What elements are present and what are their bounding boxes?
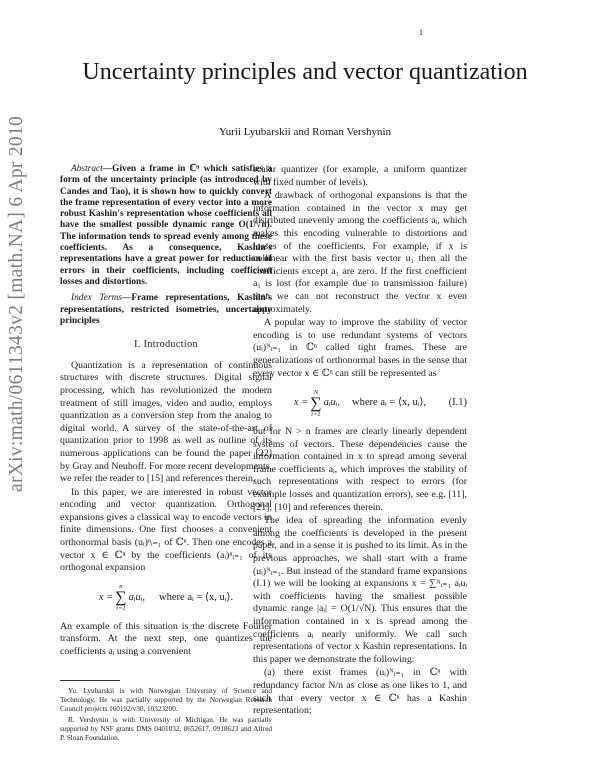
section-heading: I. Introduction bbox=[134, 339, 198, 351]
sum-symbol: n ∑ i=1 bbox=[115, 583, 127, 613]
paragraph: A popular way to improve the stability of vector encoding is to use redundant systems of vectors (uᵢ)ᴺᵢ₌₁ in ℂⁿ called tight frames. These are generalizations of orthonormal bases in the sense that every vector x ∈ ℂⁿ can still be represented as bbox=[253, 317, 467, 379]
paragraph: The idea of spreading the information evenly among the coefficients is developed in the present paper, and in a sense it is pushed to its limit. As in the previous approaches, we shall start with a frame (uᵢ)ᴺᵢ₌₁. But instead of the standard frame expansions (I.1) we will be looking at expansions x = ∑ᴺᵢ₌₁ aᵢuᵢ with coefficients having the smallest possible dynamic range |aᵢ| = O(1/√N). This ensures that the information contained in x is spread among the coefficients aᵢ nearly uniformly. We call such representations of vector x Kashin representations. In this paper we demonstrate the following: bbox=[253, 515, 467, 665]
equation bbox=[60, 581, 272, 615]
footnotes bbox=[60, 671, 272, 744]
index-terms bbox=[60, 293, 272, 327]
index-terms-label: Index Terms bbox=[71, 293, 122, 304]
abstract-label: Abstract bbox=[71, 164, 103, 174]
paragraph: An example of this situation is the discrete Fourier transform. At the next step, one quantizes the coefficients aᵢ using a convenient bbox=[60, 620, 272, 658]
paragraph: scalar quantizer (for example, a uniform quantizer with fixed number of levels). bbox=[253, 164, 467, 188]
sum-symbol: N ∑ i=1 bbox=[310, 388, 322, 418]
abstract-text: —Given a frame in ℂⁿ which satisfies a form of the uncertainty principle (as introduced by Candes and Tao), it is shown how to quickly convert the frame representation of every vector into a more robust Kashin's representation whose coefficients all have the smallest possible dynamic range O(1/√n). The information tends to spread evenly among these coefficients. As a consequence, Kashin's representations have a great power for reduction of errors in their coefficients, including coefficient losses and distortions. bbox=[60, 164, 272, 287]
paragraph: (a) there exist frames (uᵢ)ᴺᵢ₌₁ in ℂⁿ with redundancy factor N/n as close as one likes to 1, and such that every vector x ∈ ℂⁿ has a Kashin representation; bbox=[253, 667, 467, 717]
eq-where: where aᵢ = ⟨x, uᵢ⟩. bbox=[159, 591, 234, 603]
sum-lower: i=1 bbox=[311, 410, 321, 418]
paragraph: A drawback of orthogonal expansions is that the information contained in the vector x may get distributed unevenly among the coefficients aᵢ, which makes this encoding vulnerable to distortions and losses of the coefficients. For example, if x is collinear with the first basis vector u₁ then all the coefficients except a₁ are zero. If the first coefficient a₁ is lost (for example due to transmission failure) then we can not reconstruct the vector x even approximately. bbox=[253, 190, 467, 315]
right-column bbox=[253, 164, 467, 719]
abstract bbox=[60, 164, 272, 288]
authors: Yurii Lyubarskii and Roman Vershynin bbox=[218, 126, 392, 138]
arxiv-stamp: arXiv:math/0611343v2 [math.NA] 6 Apr 2010 bbox=[6, 115, 27, 492]
left-column bbox=[60, 164, 272, 660]
paragraph: but for N > n frames are clearly linearly dependent systems of vectors. These dependencies cause the information contained in x to spread among several frame coefficients aᵢ, which improves the stability of such representations with respect to errors (for example losses and quantization errors), see e.g. [11], [21], [10] and references therein. bbox=[253, 426, 467, 513]
sum-upper: n bbox=[119, 583, 123, 591]
eq-where: where aᵢ = ⟨x, uᵢ⟩, bbox=[352, 396, 427, 408]
paragraph: In this paper, we are interested in robust vector encoding and vector quantization. Orthogonal expansions gives a classical way to encode vectors in finite dimensions. One first chooses a convenient orthonormal basis (uᵢ)ⁿᵢ₌₁ of ℂⁿ. Then one encodes a vector x ∈ ℂⁿ by the coefficients (aᵢ)ⁿᵢ₌₁ of its orthogonal expansion bbox=[60, 486, 272, 574]
paper-title: Uncertainty principles and vector quantization bbox=[82, 59, 528, 85]
sum-upper: N bbox=[313, 388, 319, 396]
paragraph: Quantization is a representation of continuous structures with discrete structures. Digital signal processing, which has revolutionized the modern treatment of still images, video and audio, employs quantization as a conversion step from the analog to digital world. A survey of the state-of-the-art of quantization prior to 1998 as well as outline of its numerous applications can be found the paper [22] by Gray and Neuhoff. For more recent developments, we refer the reader to [15] and references therein. bbox=[60, 359, 272, 485]
eq-body: aᵢuᵢ, bbox=[128, 591, 146, 603]
footnote: Yu. Lyubarskii is with Norwegian University of Science and Technology. He was partially supported by the Norwegian Research Council projects 160192/v30, 10323200. bbox=[60, 687, 272, 713]
eq-body: aᵢuᵢ, bbox=[323, 396, 341, 408]
eq-lhs: x = bbox=[98, 591, 114, 603]
equation-number: (I.1) bbox=[448, 396, 467, 408]
page-number: 1 bbox=[419, 28, 423, 37]
equation bbox=[253, 386, 467, 420]
footnote: R. Vershynin is with University of Michigan. He was partially supported by NSF grants DMS 0401032, 0652617, 0918623 and Alfred P. Sloan Foundation. bbox=[60, 715, 272, 742]
sum-lower: i=1 bbox=[116, 605, 126, 613]
footnote-rule bbox=[60, 680, 120, 681]
eq-lhs: x = bbox=[293, 396, 309, 408]
index-terms-text: —Frame representations, Kashin's representations, restricted isometries, uncertainty principles bbox=[60, 293, 272, 326]
